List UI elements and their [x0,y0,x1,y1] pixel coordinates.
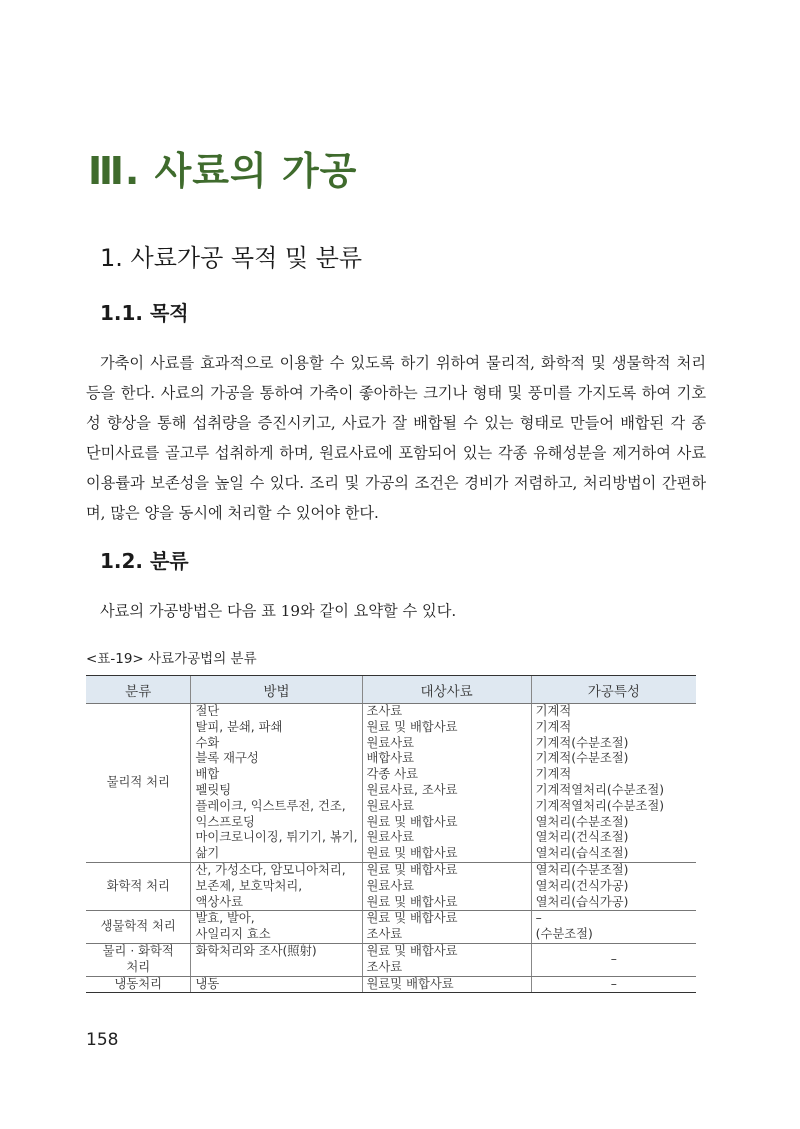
table-row [86,862,696,910]
method-cell [191,862,362,910]
classification-intro: 사료의 가공방법은 다음 표 19와 같이 요약할 수 있다. [100,602,457,620]
cell-line: 냉동처리 [114,976,162,991]
table-caption: <표-19> 사료가공법의 분류 [86,651,257,667]
cell-line: 플레이크, 익스트루전, 건조, [195,798,346,813]
target-feed-cell [362,976,531,993]
cell-line: 열처리(수분조절) [535,862,629,877]
cell-line: 원료 및 배합사료 [366,911,458,926]
cell-line: 열처리(습식조절) [535,846,629,861]
cell-line: 기계적(수분조절) [535,751,629,766]
cell-line: 원료 및 배합사료 [366,894,458,909]
cell-line: 기계적(수분조절) [535,735,629,750]
cell-line: 액상사료 [195,894,243,909]
cell-line: 열처리(수분조절) [535,814,629,829]
purpose-heading: 1.1. 목적 [100,301,189,325]
cell-line: 절단 [195,704,220,718]
method-cell [191,911,362,944]
cell-line: 탈피, 분쇄, 파쇄 [195,719,283,734]
cell-line: 배합사료 [366,751,415,766]
category-cell [86,911,191,944]
cell-line: 마이크로니이징, 튀기기, 볶기, [195,830,358,845]
cell-line: 원료 및 배합사료 [366,862,458,877]
cell-line: 펠릿팅 [195,782,232,797]
processing-trait-cell [531,704,696,863]
cell-line: 배합 [195,767,220,782]
cell-line: 열처리(건식가공) [535,878,629,893]
table-header-row [86,676,696,704]
chapter-title: Ⅲ. 사료의 가공 [88,149,358,193]
cell-line: – [535,911,542,926]
cell-line: 발효, 발아, [195,911,255,926]
table-row [86,911,696,944]
processing-trait-cell [531,976,696,993]
page-number: 158 [86,1030,119,1050]
cell-line: 원료 및 배합사료 [366,814,458,829]
table-body [86,704,696,993]
table-row [86,704,696,863]
cell-line: 원료 및 배합사료 [366,719,458,734]
processing-trait-cell [531,911,696,944]
header-method: 방법 [191,676,362,704]
cell-line: 원료사료 [366,830,415,845]
table-row [86,943,696,976]
target-feed-cell [362,704,531,863]
cell-line: 화학처리와 조사(照射) [195,943,317,958]
cell-line: 열처리(습식가공) [535,894,629,909]
table-row [86,976,696,993]
cell-line: 삶기 [195,846,220,861]
cell-line: 보존제, 보호막처리, [195,878,303,893]
cell-line: (수분조절) [535,927,593,942]
cell-line: 익스프로딩 [195,814,255,829]
target-feed-cell [362,911,531,944]
classification-heading: 1.2. 분류 [100,549,189,573]
processing-trait-cell [531,943,696,976]
cell-line: 물리 · 화학적 [102,943,174,958]
cell-line: 기계적 [535,704,572,718]
cell-line: 물리적 처리 [106,775,170,790]
section-title: 1. 사료가공 목적 및 분류 [100,244,363,272]
method-cell [191,704,362,863]
cell-line: 조사료 [366,704,403,718]
cell-line: 수화 [195,735,220,750]
cell-line: 생물학적 처리 [100,919,176,934]
method-cell [191,943,362,976]
category-cell [86,704,191,863]
cell-line: 열처리(건식조절) [535,830,629,845]
method-cell [191,976,362,993]
cell-line: 기계적 [535,719,572,734]
category-cell [86,976,191,993]
cell-line: 조사료 [366,927,403,942]
cell-line: 산, 가성소다, 암모니아처리, [195,862,346,877]
cell-line: 기계적 [535,767,572,782]
cell-line: 조사료 [366,959,403,974]
target-feed-cell [362,862,531,910]
cell-line: 화학적 처리 [106,878,170,893]
cell-line: 원료 및 배합사료 [366,846,458,861]
target-feed-cell [362,943,531,976]
cell-line: – [610,951,617,966]
cell-line: 블록 재구성 [195,751,259,766]
category-cell [86,943,191,976]
cell-line: 원료사료, 조사료 [366,782,458,797]
cell-line: 원료및 배합사료 [366,976,454,991]
processing-method-table [86,675,696,993]
header-processing-trait: 가공특성 [531,676,696,704]
category-cell [86,862,191,910]
cell-line: 원료 및 배합사료 [366,943,458,958]
cell-line: 사일리지 효소 [195,927,271,942]
cell-line: 기계적열처리(수분조절) [535,782,665,797]
cell-line: 각종 사료 [366,767,418,782]
processing-trait-cell [531,862,696,910]
cell-line: 원료사료 [366,735,415,750]
cell-line: 기계적열처리(수분조절) [535,798,665,813]
cell-line: – [610,976,617,991]
cell-line: 처리 [126,959,151,974]
cell-line: 냉동 [195,976,220,991]
cell-line: 원료사료 [366,798,415,813]
purpose-paragraph: 가축이 사료를 효과적으로 이용할 수 있도록 하기 위하여 물리적, 화학적 및 생물학적 처리 등을 한다. 사료의 가공을 통하여 가축이 좋아하는 크기나 형태 및 풍미를 가지도록 하여 기호성 향상을 통해 섭취량을 증진시키고, 사료가 잘 배합될 수 있는 형태로 만들어 배합된 각 종 단미사료를 골고루 섭취하게 하며, 원료사료에 포함되어 있는 각종 유해성분을 제거하여 사료 이용률과 보존성을 높일 수 있다. 조리 및 가공의 조건은 경비가 저렴하고, 처리방법이 간편하며, 많은 양을 동시에 처리할 수 있어야 한다. [86,354,706,522]
header-category: 분류 [86,676,191,704]
cell-line: 원료사료 [366,878,415,893]
header-target-feed: 대상사료 [362,676,531,704]
